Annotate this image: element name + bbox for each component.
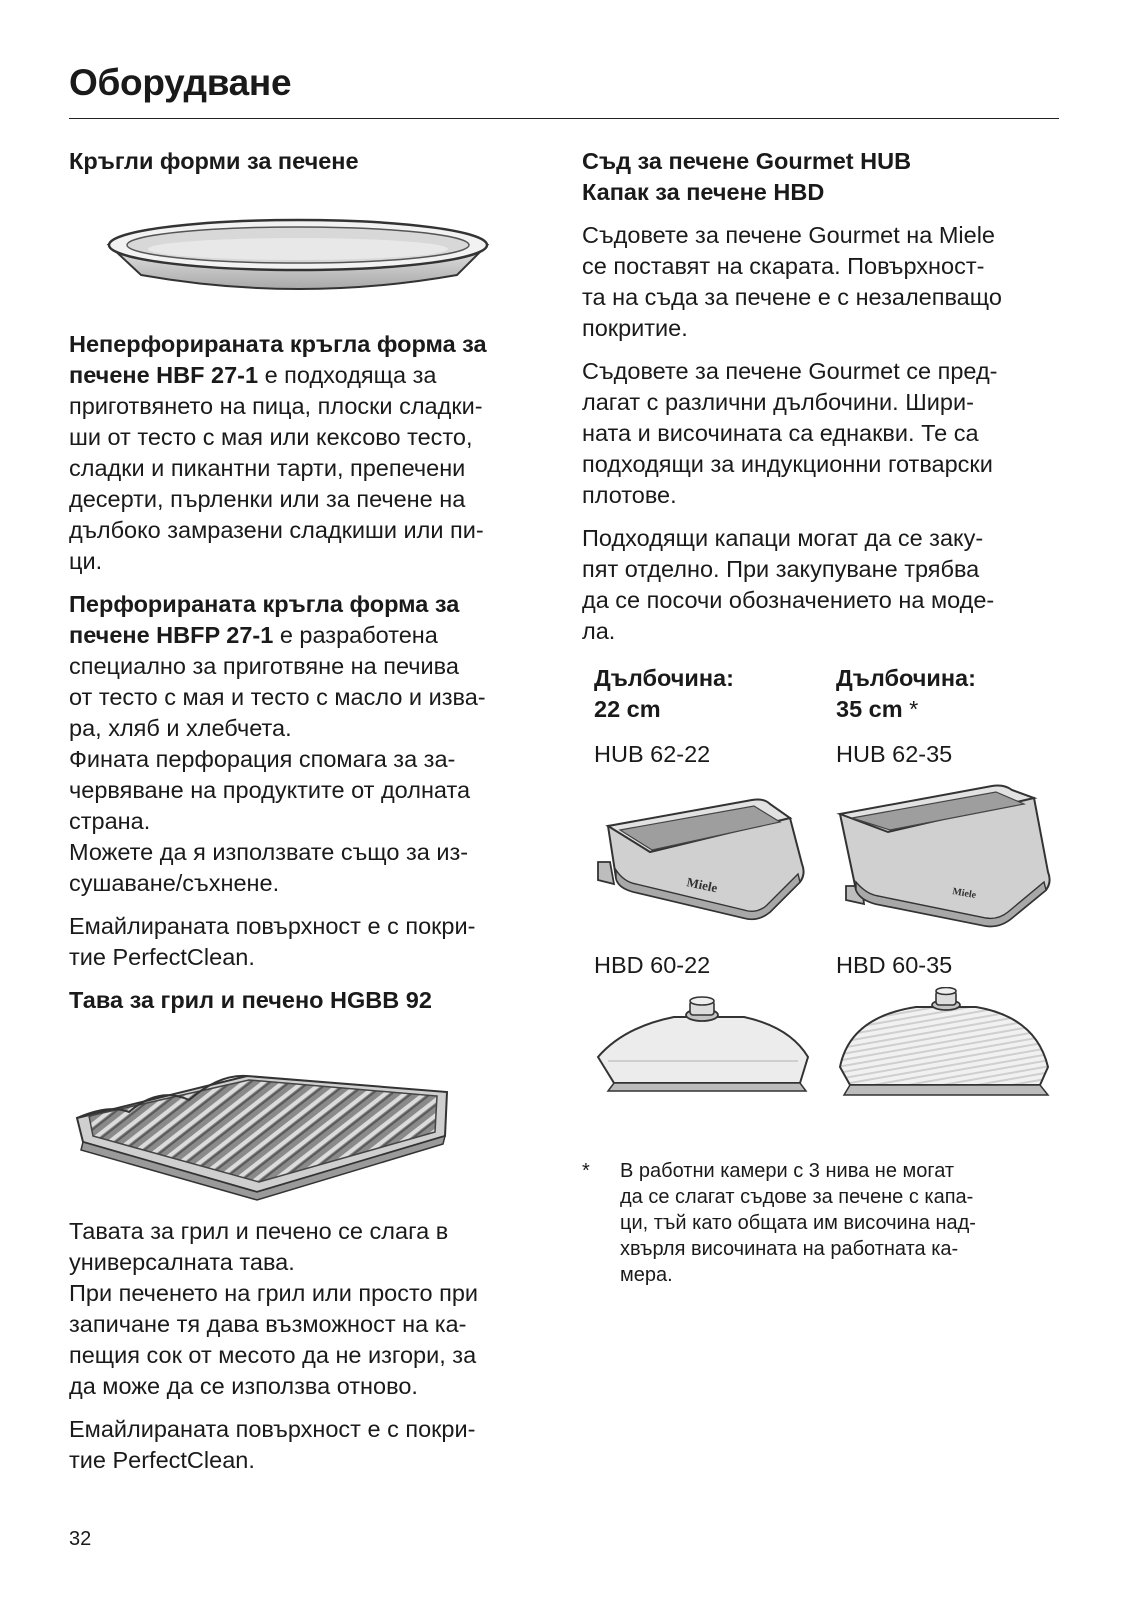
lid-model-hbd-60-22: HBD 60-22	[594, 952, 711, 978]
gourmet-pan-35-illustration	[836, 778, 1056, 938]
depth-label: Дълбочина: 22 cm	[594, 665, 734, 722]
hbf-paragraph: Неперфорираната кръгла форма за печене HBF 27-1 е подходяща за приготвянето на пица, плоски сладки- ши от тесто с мая или кексово тесто, сладки и пикантни тарти, препечени десерти, пърленки или за печене на дълбоко замразени сладкиши или пи- ци.	[69, 331, 487, 574]
grill-tray-illustration	[69, 1016, 529, 1216]
left-column	[69, 146, 559, 1476]
footnote	[582, 1158, 1052, 1288]
title-divider	[69, 118, 1059, 119]
pan-model-hub-62-35: HUB 62-35	[836, 741, 953, 767]
pan-35-brand-label: Miele	[951, 886, 977, 902]
gourmet-paragraph-1: Съдовете за печене Gourmet на Miele се поставят на скарата. Повърхност- та на съда за печене е с незалепващо покритие.	[582, 222, 1002, 341]
gourmet-paragraph-3: Подходящи капаци могат да се заку- пят отделно. При закупуване трябва да се посочи обозначението на моде- ла.	[582, 525, 995, 644]
depth-table	[582, 663, 1062, 1141]
gourmet-paragraph-2: Съдовете за печене Gourmet се пред- лагат с различни дълбочини. Шири- ната и височината са еднакви. Те са подходящи за индукционни готварски плотове.	[582, 358, 998, 508]
pan-22-brand-label: Miele	[685, 874, 719, 896]
round-forms-heading: Кръгли форми за печене	[69, 148, 359, 174]
grill-tray-paragraph: Тавата за грил и печено се слага в универсалната тава. При печенето на грил или просто при запичане тя дава възможност на ка- пещия сок от месото да не изгори, за да може да се използва отново.	[69, 1218, 479, 1399]
perfectclean-paragraph-1: Емайлираната повърхност е с покри- тие PerfectClean.	[69, 913, 476, 970]
footnote-text: В работни камери с 3 нива не могат да се слагат съдове за печене с капа- ци, тъй като общата им височина над- хвърля височината на работната ка- мера.	[620, 1160, 976, 1286]
pan-model-hub-62-22: HUB 62-22	[594, 741, 711, 767]
right-column	[582, 146, 1072, 1141]
hbfp-paragraph: Перфорираната кръгла форма за печене HBFP 27-1 е разработена специално за приготвяне на печива от тесто с мая и тесто с масло и изва- ра, хляб и хлебчета. Фината перфорация спомага за за- червяване на продуктите от долната страна. Можете да я използвате също за из- сушаване/съхнене.	[69, 591, 486, 896]
lid-model-hbd-60-35: HBD 60-35	[836, 952, 953, 978]
grill-tray-heading: Тава за грил и печено HGBB 92	[69, 987, 432, 1013]
page-title: Оборудване	[69, 62, 292, 103]
round-baking-tin-illustration	[69, 177, 529, 329]
gourmet-lid-22-illustration	[594, 987, 814, 1107]
gourmet-heading: Съд за печене Gourmet HUB Капак за печене HBD	[582, 148, 912, 205]
depth-column-22	[594, 663, 824, 1107]
page-number: 32	[69, 1528, 92, 1550]
perfectclean-paragraph-2: Емайлираната повърхност е с покри- тие PerfectClean.	[69, 1416, 476, 1473]
footnote-marker: *	[582, 1160, 590, 1182]
depth-column-35	[836, 663, 1066, 1107]
gourmet-lid-35-illustration	[836, 987, 1056, 1107]
depth-label: Дълбочина: 35 cm *	[836, 665, 976, 722]
gourmet-pan-22-illustration	[594, 778, 814, 938]
